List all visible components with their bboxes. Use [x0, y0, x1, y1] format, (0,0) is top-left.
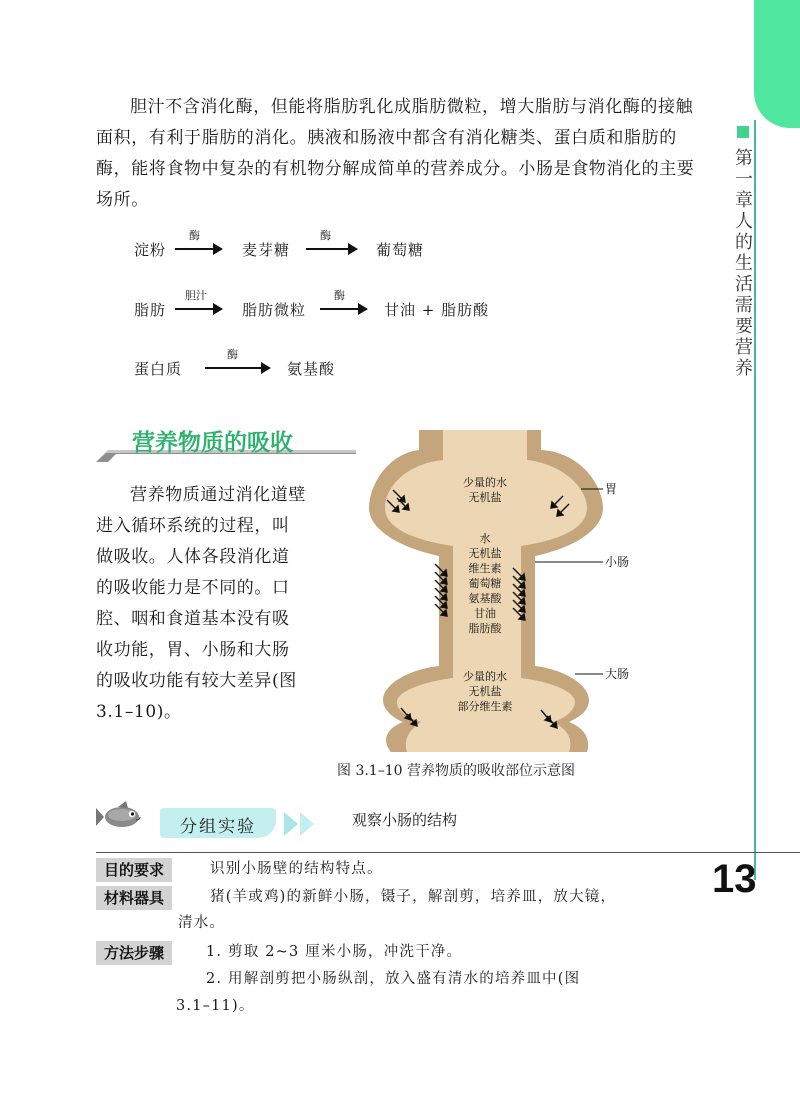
eq-fat-arrow2: [320, 289, 368, 315]
eq-starch-arrow1-label: 酶: [189, 229, 200, 242]
chapter-tab-decoration: [754, 0, 800, 128]
eq-fat-mid: 脂肪微粒: [242, 301, 307, 319]
lab-step-2-line1: 2. 用解剖剪把小肠纵剖，放入盛有清水的培养皿中(图: [206, 971, 581, 987]
intestine-text-6: 甘油: [474, 607, 496, 620]
eq-protein-start: 蛋白质: [134, 360, 183, 378]
large-text-1: 少量的水: [463, 670, 507, 683]
tag-materials: 材料器具: [96, 886, 172, 910]
label-large-intestine: 大肠: [605, 667, 630, 681]
eq-fat-arrow1-label: 胆汁: [185, 289, 207, 302]
stomach-text-2: 无机盐: [468, 491, 502, 504]
fish-icon: [96, 800, 144, 834]
large-text-3: 部分维生素: [457, 700, 513, 713]
large-text-2: 无机盐: [468, 685, 502, 698]
lab-materials-line1: 猪(羊或鸡)的新鲜小肠，镊子，解剖剪，培养皿，放大镜，: [210, 889, 617, 905]
chapter-title: 第一章 人的生活需要营养: [735, 148, 753, 379]
section-title: 营养物质的吸收: [132, 430, 293, 456]
eq-starch-start: 淀粉: [134, 241, 167, 259]
eq-starch-arrow2: [306, 229, 358, 255]
intestine-text-5: 氨基酸: [468, 592, 502, 605]
double-chevron-icon: [282, 810, 322, 838]
tag-method: 方法步骤: [96, 941, 172, 965]
eq-protein-arrow: [205, 348, 271, 374]
lab-materials-line2: 清水。: [178, 915, 226, 931]
intestine-text-1: 水: [479, 532, 491, 545]
intestine-text-3: 维生素: [468, 562, 502, 575]
eq-starch-mid: 麦芽糖: [242, 241, 291, 259]
lab-step-2-line2: 3.1–11)。: [176, 998, 255, 1014]
stomach-text-1: 少量的水: [463, 476, 507, 489]
intestine-text-4: 葡萄糖: [468, 577, 502, 590]
intestine-text-7: 脂肪酸: [468, 622, 502, 635]
intestine-text-2: 无机盐: [468, 547, 502, 560]
eq-fat-end: 甘油 + 脂肪酸: [384, 301, 490, 319]
eq-fat-start: 脂肪: [134, 301, 167, 319]
lab-step-1: 1. 剪取 2~3 厘米小肠，冲洗干净。: [206, 944, 463, 960]
lab-divider: [96, 852, 800, 853]
eq-starch-arrow1: [175, 229, 223, 255]
eq-protein-arrow-label: 酶: [227, 348, 238, 361]
eq-starch-end: 葡萄糖: [376, 241, 425, 259]
label-stomach: 胃: [605, 482, 618, 496]
lab-purpose: 识别小肠壁的结构特点。: [210, 861, 383, 877]
absorption-diagram: [363, 430, 663, 752]
absorption-paragraph: 营养物质通过消化道壁进入循环系统的过程，叫做吸收。人体各段消化道的吸收能力是不同的。口腔、咽和食道基本没有吸收功能，胃、小肠和大肠的吸收功能有较大差异(图 3.1–10)。: [96, 485, 306, 722]
page-number: 13: [712, 857, 757, 901]
lab-title: 观察小肠的结构: [352, 811, 458, 829]
eq-fat-arrow1: [175, 289, 223, 315]
label-small-intestine: 小肠: [605, 555, 630, 569]
chapter-marker: [737, 126, 749, 138]
tag-purpose: 目的要求: [96, 858, 172, 882]
eq-fat-arrow2-label: 酶: [334, 289, 345, 302]
eq-protein-end: 氨基酸: [287, 360, 336, 378]
intro-paragraph: 胆汁不含消化酶，但能将脂肪乳化成脂肪微粒，增大脂肪与消化酶的接触面积，有利于脂肪的消化。胰液和肠液中都含有消化糖类、蛋白质和脂肪的酶，能将食物中复杂的有机物分解成简单的营养成分。小肠是食物消化的主要场所。: [96, 97, 695, 210]
eq-starch-arrow2-label: 酶: [320, 229, 331, 242]
figure-caption: 图 3.1–10 营养物质的吸收部位示意图: [337, 763, 575, 779]
lab-badge-label: 分组实验: [180, 817, 256, 837]
